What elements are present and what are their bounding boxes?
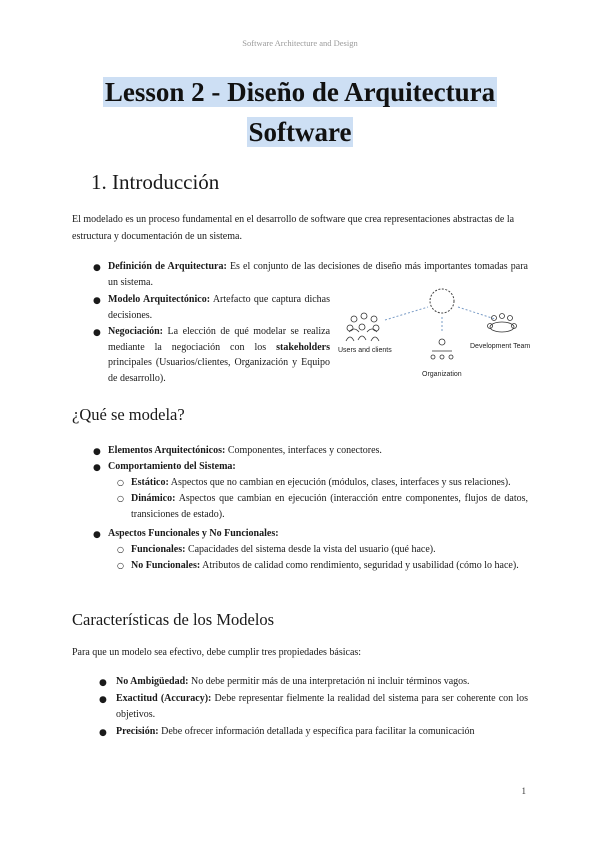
definition: Aspectos que no cambian en ejecución (módulos, clases, interfaces y sus relaciones).	[170, 477, 511, 488]
definition-cont: principales (Usuarios/clientes, Organización y Equipo de desarrollo).	[108, 357, 330, 384]
list-item	[108, 292, 330, 323]
sub-list-item	[131, 558, 528, 574]
circle-bullet-icon: ○	[117, 561, 124, 570]
term: Exactitud (Accuracy):	[116, 693, 212, 704]
term: Elementos Arquitectónicos:	[108, 445, 226, 456]
term: No Funcionales:	[131, 560, 201, 571]
term: Estático:	[131, 477, 169, 488]
dev-team-icon	[488, 314, 517, 333]
definition: Es el conjunto de las decisiones de diseño más importantes tomadas para un sistema.	[108, 261, 528, 288]
term: Modelo Arquitectónico:	[108, 294, 211, 305]
definition: Debe ofrecer información detallada y específica para facilitar la comunicación	[161, 726, 475, 737]
intro-paragraph: El modelado es un proceso fundamental en el desarrollo de software que crea representaciones abstractas de la estructura y documentación de un sistema.	[72, 214, 515, 242]
definition: No debe permitir más de una interpretación ni incluir términos vagos.	[191, 676, 470, 687]
title-line-1: Lesson 2 - Diseño de Arquitectura	[104, 77, 496, 107]
strong-text: stakeholders	[276, 341, 330, 353]
circle-bullet-icon: ○	[117, 494, 124, 503]
bullet-icon: ●	[99, 678, 107, 688]
label-users-and-clients: Users and clients	[338, 347, 392, 354]
sub-list-item	[131, 475, 528, 491]
page-number: 1	[521, 786, 526, 796]
term: Dinámico:	[131, 493, 176, 504]
list-item	[116, 674, 528, 690]
stakeholders-diagram	[340, 285, 555, 385]
circle-bullet-icon: ○	[117, 545, 124, 554]
list-item	[116, 724, 528, 740]
sub-list-item	[131, 491, 528, 522]
label-development-team: Development Team	[470, 343, 531, 350]
definition: La elección de qué modelar se realiza mediante la negociación con los	[108, 326, 331, 353]
circle-bullet-icon: ○	[117, 478, 124, 487]
label-organization: Organization	[422, 371, 462, 378]
term: Negociación:	[108, 326, 163, 337]
title-line-2: Software	[248, 117, 352, 147]
definition: Debe representar fielmente la realidad del sistema para ser coherente con los objetivos.	[116, 693, 529, 720]
section3-intro: Para que un modelo sea efectivo, debe cumplir tres propiedades básicas:	[72, 647, 362, 658]
list-item	[108, 526, 528, 542]
users-group-icon	[346, 313, 379, 341]
term: Definición de Arquitectura:	[108, 261, 227, 272]
definition: Capacidades del sistema desde la vista del usuario (qué hace).	[187, 544, 436, 555]
running-header: Software Architecture and Design	[242, 38, 358, 48]
section-heading-caracteristicas: Características de los Modelos	[72, 610, 275, 629]
bullet-icon: ●	[93, 463, 101, 473]
stakeholders-diagram-svg	[340, 285, 555, 385]
bullet-icon: ●	[93, 447, 101, 457]
bullet-icon: ●	[93, 530, 101, 540]
term: Funcionales:	[131, 544, 186, 555]
list-item	[108, 443, 528, 459]
term: Aspectos Funcionales y No Funcionales:	[108, 528, 279, 539]
page-title	[0, 72, 600, 152]
question-circle-icon	[430, 289, 454, 313]
definition: Aspectos que cambian en ejecución (interacción entre componentes, flujos de datos, transiciones de estado).	[131, 493, 529, 520]
organization-icon	[431, 339, 453, 359]
list-item	[108, 459, 528, 475]
list-item	[108, 324, 330, 386]
bullet-icon: ●	[99, 695, 107, 705]
section-heading-introduccion: 1. Introducción	[91, 170, 220, 194]
list-item	[116, 691, 528, 722]
bullet-icon: ●	[93, 263, 101, 273]
definition: Artefacto que captura dichas decisiones.	[108, 294, 330, 321]
sub-list-item	[131, 542, 528, 558]
section-heading-que-se-modela: ¿Qué se modela?	[72, 405, 185, 424]
definition: Componentes, interfaces y conectores.	[227, 445, 382, 456]
definition: Atributos de calidad como rendimiento, seguridad y usabilidad (cómo lo hace).	[202, 560, 519, 571]
term: Comportamiento del Sistema:	[108, 461, 236, 472]
bullet-icon: ●	[99, 728, 107, 738]
term: Precisión:	[116, 726, 159, 737]
bullet-icon: ●	[93, 328, 101, 338]
bullet-icon: ●	[93, 296, 101, 306]
term: No Ambigüedad:	[116, 676, 189, 687]
